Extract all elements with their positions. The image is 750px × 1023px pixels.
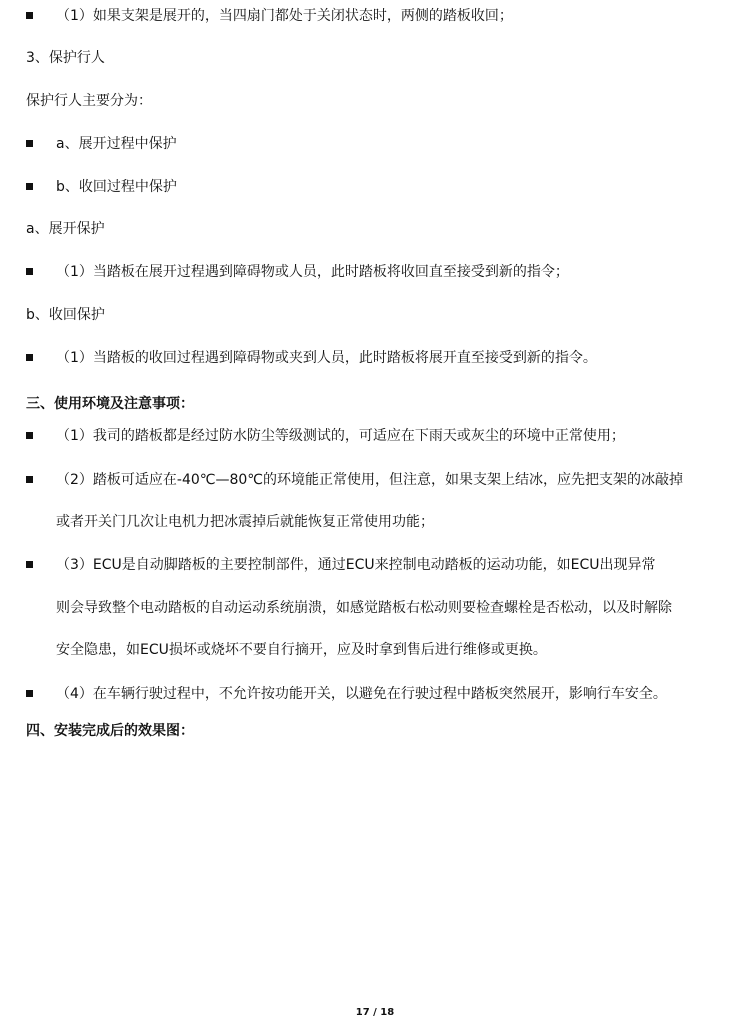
list-item-continuation: 或者开关门几次让电机力把冰震掉后就能恢复正常使用功能； xyxy=(56,514,434,530)
item-text: （4）在车辆行驶过程中，不允许按功能开关，以避免在行驶过程中踏板突然展开，影响行车安全。 xyxy=(56,686,667,702)
bullet-square-icon xyxy=(26,690,33,697)
page-number: 17 / 18 xyxy=(355,1007,395,1018)
subheading-extend-protection: a、展开保护 xyxy=(26,221,105,237)
item-text: （2）踏板可适应在-40℃—80℃的环境能正常使用，但注意，如果支架上结冰，应先把支架的冰敲掉 xyxy=(56,472,684,488)
list-item xyxy=(26,348,597,368)
item-text: （1）当踏板在展开过程遇到障碍物或人员，此时踏板将收回直至接受到新的指令； xyxy=(56,264,569,280)
paragraph-intro: 保护行人主要分为： xyxy=(26,93,152,109)
list-item xyxy=(26,262,569,282)
list-item xyxy=(26,684,667,704)
list-item xyxy=(26,6,513,26)
item-text: （3）ECU是自动脚踏板的主要控制部件，通过ECU来控制电动踏板的运动功能，如ECU出现异常 xyxy=(56,557,656,573)
list-item xyxy=(26,470,683,490)
section-heading-usage-notes: 三、使用环境及注意事项： xyxy=(26,396,194,412)
list-item xyxy=(26,134,177,154)
bullet-square-icon xyxy=(26,354,33,361)
bullet-square-icon xyxy=(26,12,33,19)
list-item xyxy=(26,555,656,575)
section-heading-installation-result: 四、安装完成后的效果图： xyxy=(26,723,194,739)
list-item-continuation: 则会导致整个电动踏板的自动运动系统崩溃，如感觉踏板右松动则要检查螺栓是否松动，以及时解除 xyxy=(56,600,672,616)
list-item xyxy=(26,177,177,197)
bullet-square-icon xyxy=(26,140,33,147)
heading-protect-pedestrians: 3、保护行人 xyxy=(26,50,105,66)
subheading-retract-protection: b、收回保护 xyxy=(26,307,105,323)
item-text: （1）如果支架是展开的，当四扇门都处于关闭状态时，两侧的踏板收回； xyxy=(56,8,513,24)
bullet-square-icon xyxy=(26,476,33,483)
bullet-square-icon xyxy=(26,561,33,568)
item-text: b、收回过程中保护 xyxy=(56,179,177,195)
list-item-continuation: 安全隐患，如ECU损坏或烧坏不要自行摘开，应及时拿到售后进行维修或更换。 xyxy=(56,642,547,658)
item-text: （1）当踏板的收回过程遇到障碍物或夹到人员，此时踏板将展开直至接受到新的指令。 xyxy=(56,350,597,366)
item-text: （1）我司的踏板都是经过防水防尘等级测试的，可适应在下雨天或灰尘的环境中正常使用； xyxy=(56,428,625,444)
list-item xyxy=(26,426,625,446)
bullet-square-icon xyxy=(26,183,33,190)
bullet-square-icon xyxy=(26,268,33,275)
bullet-square-icon xyxy=(26,432,33,439)
item-text: a、展开过程中保护 xyxy=(56,136,177,152)
